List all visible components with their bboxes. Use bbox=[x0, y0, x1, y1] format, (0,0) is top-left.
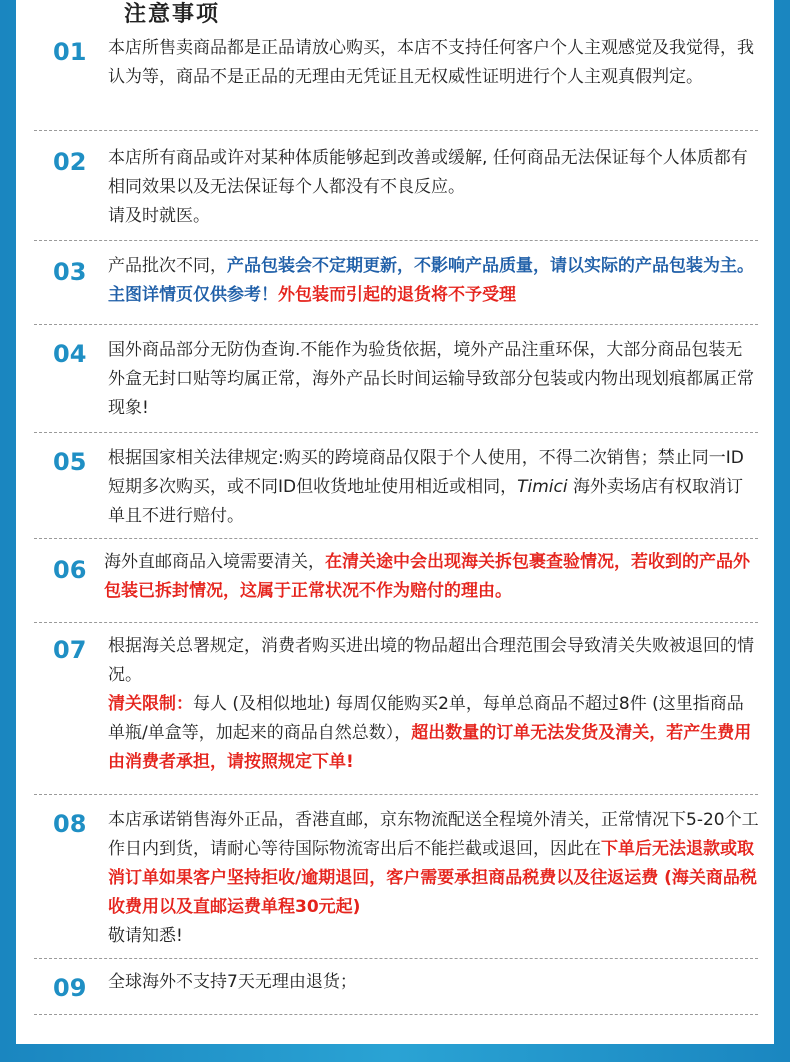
item-text-segment: 在清关途中会出现海关拆包裹查验情况，若收到的产品外包装已拆封情况，这属于正常状况不作为赔付的理由。 bbox=[104, 552, 750, 601]
notice-title: 注意事项 bbox=[124, 2, 221, 27]
item-divider bbox=[34, 538, 758, 539]
item-number: 01 bbox=[53, 38, 87, 66]
item-text-segment: 请及时就医。 bbox=[108, 206, 210, 226]
item-text bbox=[108, 336, 758, 423]
item-divider bbox=[34, 432, 758, 433]
notice-panel bbox=[16, 0, 774, 1044]
item-divider bbox=[34, 794, 758, 795]
item-number: 09 bbox=[53, 974, 87, 1002]
item-text-segment: 根据海关总署规定，消费者购买进出境的物品超出合理范围会导致清关失败被退回的情况。 bbox=[108, 636, 754, 685]
item-text-segment: 敬请知悉! bbox=[108, 926, 183, 946]
item-text bbox=[108, 34, 758, 92]
item-text bbox=[108, 968, 758, 997]
item-divider bbox=[34, 130, 758, 131]
item-number: 03 bbox=[53, 258, 87, 286]
item-divider bbox=[34, 622, 758, 623]
item-number: 07 bbox=[53, 636, 87, 664]
item-text-segment: 本店承诺销售海外正品，香港直邮，京东物流配送全程境外清关，正常情况下5-20个工作日内到货，请耐心等待国际物流寄出后不能拦截或退回，因此在 bbox=[108, 810, 759, 859]
item-divider bbox=[34, 324, 758, 325]
item-number: 06 bbox=[53, 556, 87, 584]
item-text bbox=[108, 444, 758, 531]
item-text-segment: 根据国家相关法律规定:购买的跨境商品仅限于个人使用，不得二次销售；禁止同一ID短期多次购买，或不同ID但收货地址使用相近或相同， bbox=[108, 448, 744, 497]
item-text-segment: 全球海外不支持7天无理由退货； bbox=[108, 972, 357, 992]
item-text-segment: 产品批次不同， bbox=[108, 256, 227, 276]
item-text-segment: 超出数量的订单无法发货及清关，若产生费用由消费者承担，请按照规定下单! bbox=[108, 723, 752, 772]
item-number: 08 bbox=[53, 810, 87, 838]
item-text bbox=[108, 632, 758, 777]
item-text bbox=[108, 144, 758, 231]
item-text-segment: Timici bbox=[517, 477, 568, 497]
item-text-segment: 每人 (及相似地址) 每周仅能购买2单，每单总商品不超过8件 (这里指商品单瓶/单盒等，加起来的商品自然总数）， bbox=[108, 694, 744, 743]
item-text-segment: 海外卖场店有权取消订单且不进行赔付。 bbox=[108, 477, 743, 526]
item-text-segment: 本店所售卖商品都是正品请放心购买，本店不支持任何客户个人主观感觉及我觉得，我认为等，商品不是正品的无理由无凭证且无权威性证明进行个人主观真假判定。 bbox=[108, 38, 754, 87]
item-text bbox=[104, 548, 764, 606]
item-divider bbox=[34, 958, 758, 959]
item-text-segment: 海外直邮商品入境需要清关， bbox=[104, 552, 325, 572]
item-text-segment: 本店所有商品或许对某种体质能够起到改善或缓解, 任何商品无法保证每个人体质都有相同效果以及无法保证每个人都没有不良反应。 bbox=[108, 148, 748, 197]
item-text-segment: 国外商品部分无防伪查询.不能作为验货依据，境外产品注重环保，大部分商品包装无外盒无封口贴等均属正常，海外产品长时间运输导致部分包装或内物出现划痕都属正常现象! bbox=[108, 340, 754, 418]
item-divider bbox=[34, 1014, 758, 1015]
item-divider bbox=[34, 240, 758, 241]
item-text-segment: 外包装而引起的退货将不予受理 bbox=[278, 285, 516, 305]
item-text-segment: 下单后无法退款或取消订单如果客户坚持拒收/逾期退回，客户需要承担商品税费以及往返运费 (海关商品税收费用以及直邮运费单程30元起) bbox=[108, 839, 757, 917]
item-text bbox=[108, 252, 758, 310]
item-number: 04 bbox=[53, 340, 87, 368]
item-text bbox=[108, 806, 768, 951]
item-number: 02 bbox=[53, 148, 87, 176]
item-text-segment: 清关限制： bbox=[108, 694, 193, 714]
item-text-segment: 产品包装会不定期更新，不影响产品质量，请以实际的产品包装为主。主图详情页仅供参考！ bbox=[108, 256, 754, 305]
item-number: 05 bbox=[53, 448, 87, 476]
